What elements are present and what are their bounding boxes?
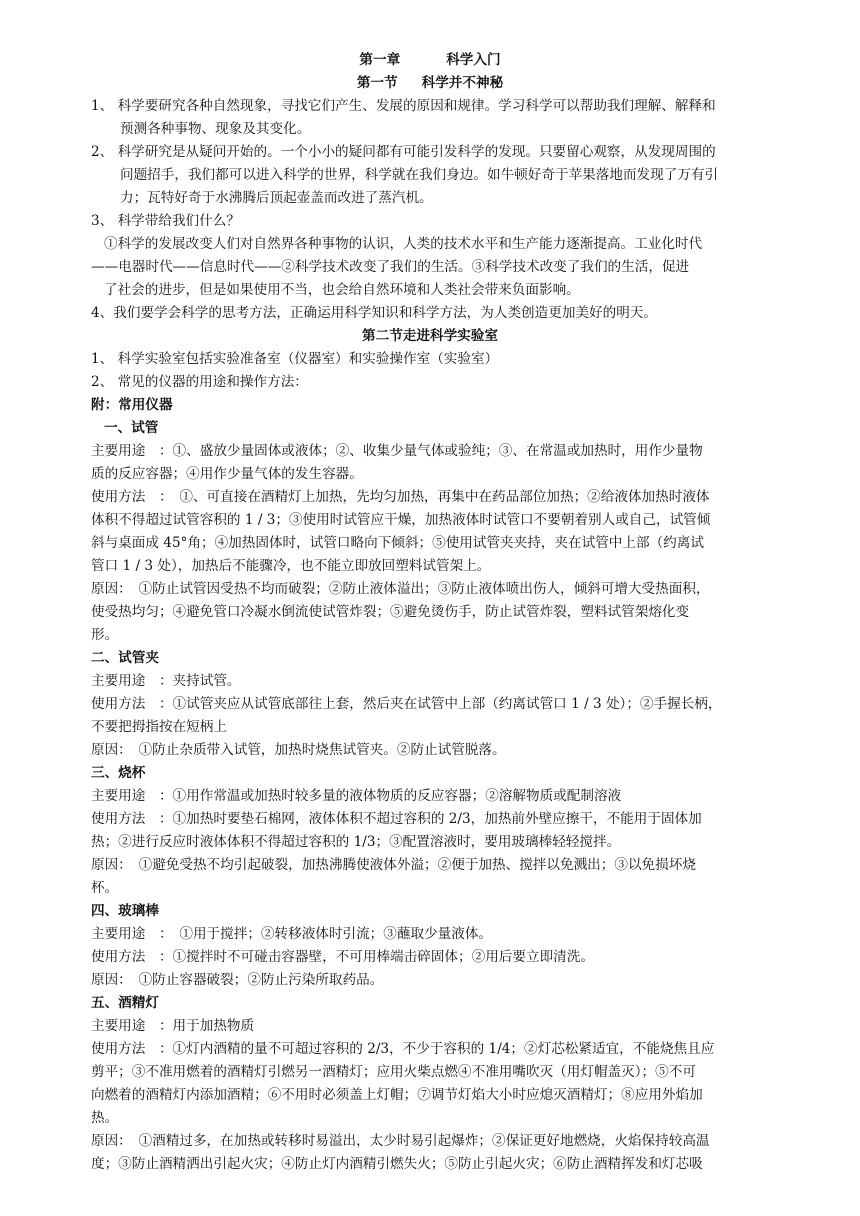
paragraph-line: 剪平；③不准用燃着的酒精灯引燃另一酒精灯；应用火柴点燃④不准用嘴吹灭（用灯帽盖灭）；⑤不可: [91, 1064, 696, 1080]
paragraph-line: 使用方法 ：①搅拌时不可碰击容器壁，不可用棒端击碎固体；②用后要立即清洗。: [91, 949, 594, 965]
instrument-heading-glass-rod: 四、玻璃棒: [91, 903, 159, 919]
paragraph-line: ——电器时代——信息时代——②科学技术改变了我们的生活。③科学技术改变了我们的生活，促进: [91, 259, 690, 275]
chapter-name: 科学入门: [446, 52, 501, 68]
paragraph-line: 主要用途 ：夹持试管。: [91, 673, 241, 689]
section-1-number: 第一节: [356, 75, 398, 91]
paragraph-line: 2、 常见的仪器的用途和操作方法：: [91, 374, 308, 390]
section-1-name: 科学并不神秘: [421, 75, 504, 91]
section-1-title: [0, 72, 860, 94]
paragraph-line: 原因： ①避免受热不均引起破裂，加热沸腾使液体外溢；②便于加热、搅拌以免溅出；③以免损坏烧: [91, 857, 696, 873]
paragraph-line: ①科学的发展改变人们对自然界各种事物的认识，人类的技术水平和生产能力逐渐提高。工业化时代: [104, 236, 703, 252]
paragraph-line: 管口 1 / 3 处），加热后不能骤冷，也不能立即放回塑料试管架上。: [91, 558, 491, 574]
paragraph-line: 热；②进行反应时液体体积不得超过容积的 1/3；③配置溶液时，要用玻璃棒轻轻搅拌。: [91, 834, 621, 850]
paragraph-line: 原因： ①防止容器破裂；②防止污染所取药品。: [91, 972, 384, 988]
paragraph-line: 使用方法 ：①试管夹应从试管底部往上套，然后夹在试管中上部（约离试管口 1 / 3 处）；②手握长柄，: [91, 696, 722, 712]
paragraph-line: 4、我们要学会科学的思考方法，正确运用科学知识和科学方法，为人类创造更加美好的明天。: [91, 305, 657, 321]
paragraph-line: 使用方法 ：①加热时要垫石棉网，液体体积不超过容积的 2/3，加热前外壁应擦干，不能用于固体加: [91, 811, 702, 827]
paragraph-line: 2、 科学研究是从疑问开始的。一个小小的疑问都有可能引发科学的发现。只要留心观察，从发现周围的: [91, 144, 716, 160]
chapter-number: 第一章: [359, 52, 401, 68]
paragraph-line: 1、 科学要研究各种自然现象，寻找它们产生、发展的原因和规律。学习科学可以帮助我们理解、解释和: [91, 98, 716, 114]
paragraph-line: 原因： ①防止试管因受热不均而破裂；②防止液体溢出；③防止液体喷出伤人，倾斜可增大受热面积，: [91, 581, 710, 597]
paragraph-line: 主要用途 ： ①用于搅拌；②转移液体时引流；③蘸取少量液体。: [91, 926, 493, 942]
chapter-title: [0, 49, 860, 71]
paragraph-line: 体积不得超过试管容积的 1 / 3；③使用时试管应干燥，加热液体时试管口不要朝着别人或自己，试管倾: [91, 512, 711, 528]
instrument-heading-alcohol-lamp: 五、酒精灯: [91, 995, 159, 1011]
paragraph-line: 使受热均匀；④避免管口冷凝水倒流使试管炸裂；⑤避免烫伤手，防止试管炸裂，塑料试管架熔化变: [91, 604, 690, 620]
paragraph-line: 原因： ①酒精过多，在加热或转移时易溢出，太少时易引起爆炸；②保证更好地燃烧，火焰保持较高温: [91, 1133, 710, 1149]
instrument-heading-test-tube-holder: 二、试管夹: [91, 650, 159, 666]
paragraph-line: 度；③防止酒精洒出引起火灾；④防止灯内酒精引燃失火；⑤防止引起火灾；⑥防止酒精挥发和灯芯吸: [91, 1156, 703, 1172]
paragraph-line: 1、 科学实验室包括实验准备室（仪器室）和实验操作室（实验室）: [91, 351, 499, 367]
paragraph-line: 力；瓦特好奇于水沸腾后顶起壶盖而改进了蒸汽机。: [120, 190, 433, 206]
paragraph-line: 主要用途 ：①用作常温或加热时较多量的液体物质的反应容器；②溶解物质或配制溶液: [91, 788, 622, 804]
paragraph-line: 3、 科学带给我们什么？: [91, 213, 240, 229]
paragraph-line: 主要用途 ：用于加热物质: [91, 1018, 255, 1034]
instrument-heading-test-tube: 一、试管: [104, 420, 159, 436]
paragraph-line: 斜与桌面成 45°角；④加热固体时，试管口略向下倾斜；⑤使用试管夹夹持，夹在试管中上部（约离试: [91, 535, 704, 551]
paragraph-line: 使用方法 ： ①、可直接在酒精灯上加热，先均匀加热，再集中在药品部位加热；②给液体加热时液体: [91, 489, 710, 505]
section-2-title: 第二节走进科学实验室: [362, 328, 498, 344]
instrument-heading-beaker: 三、烧杯: [91, 765, 146, 781]
paragraph-line: 不要把拇指按在短柄上: [91, 719, 227, 735]
paragraph-line: 使用方法 ：①灯内酒精的量不可超过容积的 2/3，不少于容积的 1/4；②灯芯松紧适宜，不能烧焦且应: [91, 1041, 715, 1057]
paragraph-line: 质的反应容器；④用作少量气体的发生容器。: [91, 466, 363, 482]
paragraph-line: 向燃着的酒精灯内添加酒精；⑥不用时必须盖上灯帽；⑦调节灯焰大小时应熄灭酒精灯；⑧应用外焰加: [91, 1087, 703, 1103]
paragraph-line: 杯。: [91, 880, 119, 896]
paragraph-line: 形。: [91, 627, 119, 643]
paragraph-line: 问题招手，我们都可以进入科学的世界，科学就在我们身边。如牛顿好奇于苹果落地而发现了万有引: [120, 167, 719, 183]
appendix-heading: 附：常用仪器: [91, 397, 173, 413]
paragraph-line: 了社会的进步，但是如果使用不当，也会给自然环境和人类社会带来负面影响。: [104, 282, 580, 298]
paragraph-line: 主要用途 ：①、盛放少量固体或液体；②、收集少量气体或验纯；③、在常温或加热时，用作少量物: [91, 443, 703, 459]
paragraph-line: 热。: [91, 1110, 119, 1126]
paragraph-line: 预测各种事物、现象及其变化。: [120, 121, 311, 137]
paragraph-line: 原因： ①防止杂质带入试管，加热时烧焦试管夹。②防止试管脱落。: [91, 742, 506, 758]
